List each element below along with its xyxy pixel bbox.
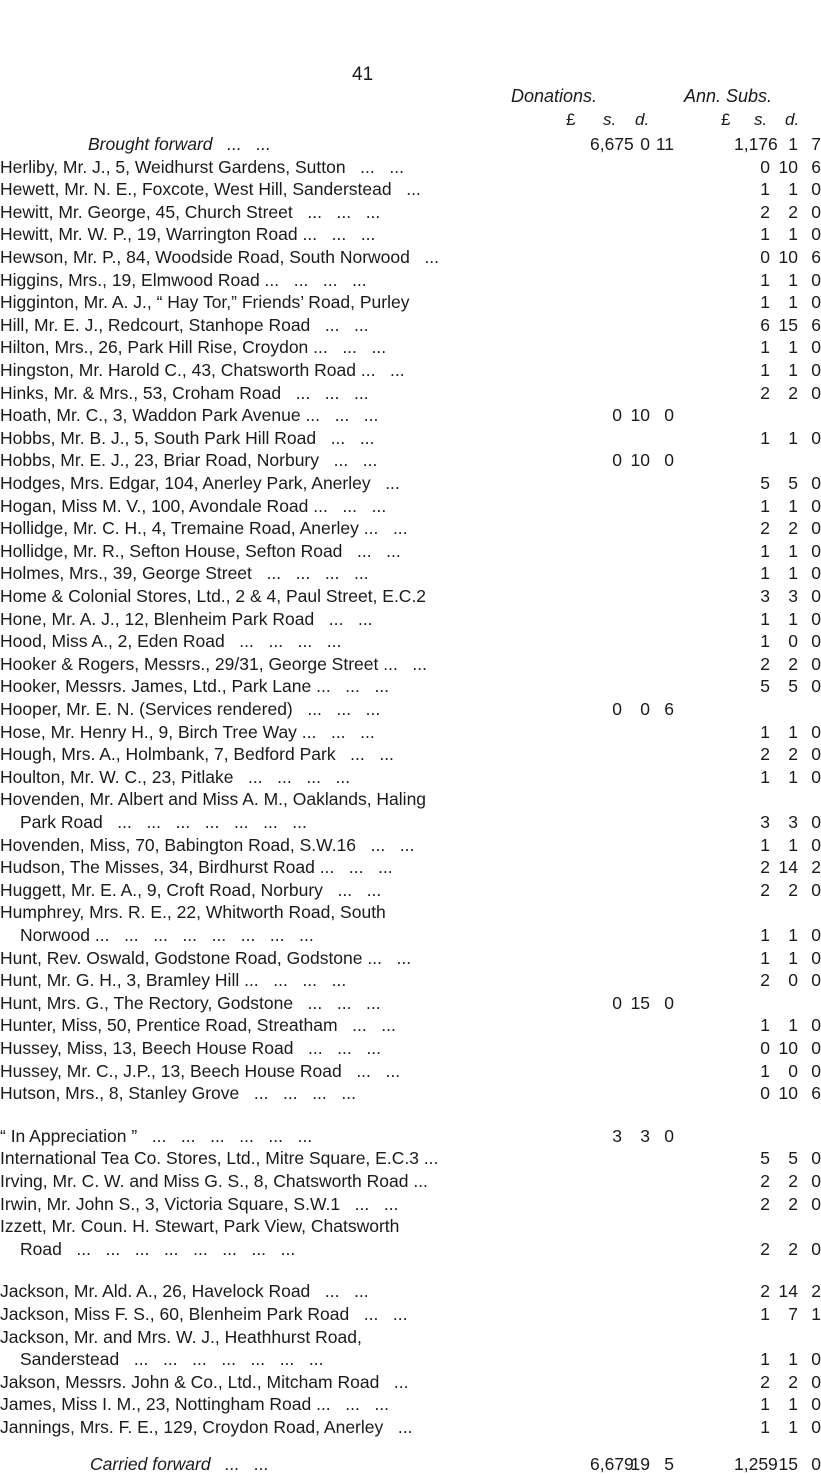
sub-shillings: 2	[788, 744, 798, 764]
sub-shillings: 5	[788, 676, 798, 696]
sub-pence: 0	[811, 676, 821, 696]
sub-pence: 6	[811, 247, 821, 267]
entry-name: Irwin, Mr. John S., 3, Victoria Square, S.W.1 ... ...	[0, 1194, 399, 1214]
sub-shillings: 5	[788, 473, 798, 493]
entry-name: Hunt, Rev. Oswald, Godstone Road, Godstone ... ...	[0, 948, 412, 968]
sub-pence: 0	[811, 767, 821, 787]
ledger-row	[0, 269, 821, 291]
sub-pence: 0	[811, 925, 821, 945]
entry-name: Hobbs, Mr. B. J., 5, South Park Hill Road ... ...	[0, 428, 375, 448]
entry-name: “ In Appreciation ” ... ... ... ... ... ...	[0, 1126, 313, 1146]
donation-shillings-header: s.	[603, 110, 617, 129]
donation-shillings: 19	[630, 1454, 650, 1474]
sub-shillings: 1	[788, 925, 798, 945]
sub-pounds: 3	[760, 812, 770, 832]
sub-pounds-header: £	[721, 110, 731, 129]
ledger-row	[0, 382, 821, 404]
entry-name: Hingston, Mr. Harold C., 43, Chatsworth Road ... ...	[0, 360, 405, 380]
ledger-row	[0, 427, 821, 449]
sub-pounds: 0	[760, 1038, 770, 1058]
ledger-row	[0, 314, 821, 336]
donation-pence: 11	[655, 134, 674, 154]
donations-header: Donations.	[511, 86, 598, 106]
sub-pounds: 1	[760, 609, 770, 629]
sub-shillings: 1	[788, 563, 798, 583]
entry-name: Hoath, Mr. C., 3, Waddon Park Avenue ... ... ...	[0, 405, 379, 425]
entry-name: Hood, Miss A., 2, Eden Road ... ... ... ...	[0, 631, 342, 651]
donation-pounds: 6,675	[590, 134, 634, 154]
carried-forward-line	[0, 1453, 821, 1475]
ledger-row	[0, 1170, 821, 1192]
sub-shillings: 2	[788, 654, 798, 674]
ledger-row	[0, 675, 821, 697]
sub-pounds: 1	[760, 948, 770, 968]
donation-shillings: 0	[640, 699, 650, 719]
sub-pence: 2	[811, 1281, 821, 1301]
sub-pounds: 1	[760, 835, 770, 855]
sub-pence: 2	[811, 857, 821, 877]
entry-name: Hewitt, Mr. W. P., 19, Warrington Road ... ... ...	[0, 224, 376, 244]
sub-shillings: 2	[788, 202, 798, 222]
sub-shillings: 1	[788, 1417, 798, 1437]
sub-pounds: 1	[760, 1304, 770, 1324]
subscriptions-header: Ann. Subs.	[684, 86, 773, 106]
sub-pence: 0	[811, 1171, 821, 1191]
sub-shillings: 1	[788, 767, 798, 787]
sub-shillings: 1	[788, 292, 798, 312]
sub-pounds: 5	[760, 1148, 770, 1168]
entry-name: Hill, Mr. E. J., Redcourt, Stanhope Road ... ...	[0, 315, 369, 335]
sub-pence: 0	[811, 1194, 821, 1214]
donation-shillings: 0	[640, 134, 650, 154]
ledger-row	[0, 1037, 821, 1059]
sub-shillings: 2	[788, 1171, 798, 1191]
donation-pence: 0	[664, 450, 674, 470]
sub-pounds: 2	[760, 383, 770, 403]
sub-pounds: 1	[760, 1061, 770, 1081]
donation-pence: 5	[664, 1454, 674, 1474]
sub-shillings: 0	[788, 631, 798, 651]
sub-pence: 0	[811, 880, 821, 900]
ledger-row	[0, 766, 821, 788]
sub-shillings: 1	[788, 541, 798, 561]
entry-name: Road ... ... ... ... ... ... ... ...	[20, 1239, 296, 1259]
entry-name: Hovenden, Miss, 70, Babington Road, S.W.16 ... ...	[0, 835, 415, 855]
sub-pounds: 2	[760, 1239, 770, 1259]
ledger-row	[0, 653, 821, 675]
entry-name: Jannings, Mrs. F. E., 129, Croydon Road, Anerley ...	[0, 1417, 413, 1437]
sub-pounds: 1	[760, 541, 770, 561]
entry-name: Humphrey, Mrs. R. E., 22, Whitworth Road, South	[0, 902, 386, 922]
sub-shillings: 1	[788, 224, 798, 244]
entry-name: Herliby, Mr. J., 5, Weidhurst Gardens, Sutton ... ...	[0, 157, 404, 177]
sub-shillings: 2	[788, 880, 798, 900]
sub-pounds: 1	[760, 563, 770, 583]
sub-pence: 0	[811, 1038, 821, 1058]
entry-name: Hunt, Mrs. G., The Rectory, Godstone ... ... ...	[0, 993, 381, 1013]
sub-pounds: 1	[760, 1349, 770, 1369]
sub-shillings: 10	[778, 1038, 798, 1058]
entry-name: Hollidge, Mr. C. H., 4, Tremaine Road, Anerley ... ...	[0, 518, 408, 538]
sub-pounds: 1	[760, 1015, 770, 1035]
ledger-row	[0, 472, 821, 494]
sub-pence: 0	[811, 202, 821, 222]
sub-pounds: 1,259	[734, 1454, 778, 1474]
sub-shillings: 5	[788, 1148, 798, 1168]
ledger-row	[0, 992, 801, 1014]
sub-shillings-header: s.	[754, 110, 768, 129]
entry-name: Higginton, Mr. A. J., “ Hay Tor,” Friends’ Road, Purley	[0, 292, 410, 312]
sub-shillings: 1	[788, 835, 798, 855]
entry-name: Hilton, Mrs., 26, Park Hill Rise, Croydon ... ... ...	[0, 337, 387, 357]
entry-name: Carried forward ... ...	[90, 1454, 269, 1474]
sub-shillings: 10	[778, 247, 798, 267]
sub-pence: 0	[811, 1148, 821, 1168]
entry-name: Hussey, Mr. C., J.P., 13, Beech House Road ... ...	[0, 1061, 401, 1081]
sub-pounds: 0	[760, 247, 770, 267]
sub-shillings: 1	[788, 1349, 798, 1369]
sub-pence: 0	[811, 337, 821, 357]
sub-pence: 0	[811, 744, 821, 764]
sub-pounds: 0	[760, 157, 770, 177]
ledger-row	[0, 562, 821, 584]
donation-pence: 6	[664, 699, 674, 719]
sub-shillings: 1	[788, 496, 798, 516]
sub-shillings: 10	[778, 157, 798, 177]
sub-pounds: 2	[760, 1281, 770, 1301]
sub-pounds: 2	[760, 1194, 770, 1214]
sub-shillings: 1	[788, 428, 798, 448]
entry-name: Hewett, Mr. N. E., Foxcote, West Hill, Sanderstead ...	[0, 179, 421, 199]
ledger-row	[0, 1193, 821, 1215]
sub-pounds: 5	[760, 676, 770, 696]
sub-pounds: 2	[760, 880, 770, 900]
entry-name: Sanderstead ... ... ... ... ... ... ...	[20, 1349, 324, 1369]
sub-shillings: 2	[788, 1239, 798, 1259]
donation-shillings: 10	[630, 450, 650, 470]
sub-shillings: 1	[788, 134, 798, 154]
ledger-row	[0, 721, 821, 743]
ledger-row	[0, 743, 821, 765]
ledger-row	[0, 201, 821, 223]
sub-pounds: 1	[760, 337, 770, 357]
donation-shillings: 3	[640, 1126, 650, 1146]
sub-pounds: 1	[760, 722, 770, 742]
sub-shillings: 1	[788, 270, 798, 290]
sub-pence: 0	[811, 563, 821, 583]
sub-shillings: 7	[788, 1304, 798, 1324]
entry-name: International Tea Co. Stores, Ltd., Mitre Square, E.C.3 ...	[0, 1148, 439, 1168]
sub-shillings: 15	[778, 315, 798, 335]
ledger-row	[0, 788, 801, 810]
ledger-row	[0, 901, 801, 923]
entry-name: Home & Colonial Stores, Ltd., 2 & 4, Paul Street, E.C.2	[0, 586, 427, 606]
sub-pounds: 1	[760, 428, 770, 448]
entry-name: Hogan, Miss M. V., 100, Avondale Road ... ... ...	[0, 496, 387, 516]
sub-shillings: 3	[788, 812, 798, 832]
entry-name: Hollidge, Mr. R., Sefton House, Sefton Road ... ...	[0, 541, 401, 561]
sub-pence: 0	[811, 1015, 821, 1035]
sub-pence: 0	[811, 948, 821, 968]
sub-pence: 0	[811, 970, 821, 990]
sub-pence: 0	[811, 428, 821, 448]
sub-pounds: 1,176	[734, 134, 778, 154]
sub-pounds: 1	[760, 1417, 770, 1437]
sub-shillings: 2	[788, 1194, 798, 1214]
sub-shillings: 1	[788, 1394, 798, 1414]
entry-name: Hunter, Miss, 50, Prentice Road, Streatham ... ...	[0, 1015, 396, 1035]
sub-shillings: 1	[788, 609, 798, 629]
sub-pence: 0	[811, 631, 821, 651]
ledger-row	[0, 1014, 821, 1036]
ledger-row	[0, 133, 821, 155]
donation-pounds-header: £	[566, 110, 576, 129]
sub-pence: 0	[811, 1394, 821, 1414]
sub-shillings: 1	[788, 179, 798, 199]
donation-shillings: 15	[630, 993, 650, 1013]
sub-pence: 0	[811, 518, 821, 538]
entry-name: Hovenden, Mr. Albert and Miss A. M., Oaklands, Haling	[0, 789, 427, 809]
donation-pounds: 6,679	[590, 1454, 634, 1474]
sub-shillings: 10	[778, 1083, 798, 1103]
sub-pence: 0	[811, 835, 821, 855]
ledger-row	[0, 1303, 821, 1325]
entry-name: Hobbs, Mr. E. J., 23, Briar Road, Norbury ... ...	[0, 450, 378, 470]
entry-name: Huggett, Mr. E. A., 9, Croft Road, Norbury ... ...	[0, 880, 382, 900]
sub-pounds: 1	[760, 767, 770, 787]
entry-name: Hewitt, Mr. George, 45, Church Street ... ... ...	[0, 202, 381, 222]
sub-pence: 0	[811, 541, 821, 561]
ledger-row	[0, 698, 801, 720]
entry-name: Jackson, Mr. and Mrs. W. J., Heathhurst Road,	[0, 1327, 362, 1347]
ledger-row	[0, 336, 821, 358]
sub-shillings: 2	[788, 518, 798, 538]
ledger-row	[0, 156, 821, 178]
sub-pence: 0	[811, 609, 821, 629]
sub-shillings: 1	[788, 360, 798, 380]
sub-pence: 0	[811, 383, 821, 403]
sub-pounds: 2	[760, 970, 770, 990]
sub-pence: 0	[811, 1372, 821, 1392]
entry-name: Hudson, The Misses, 34, Birdhurst Road ... ... ...	[0, 857, 393, 877]
ledger-row	[0, 1371, 821, 1393]
entry-name: Park Road ... ... ... ... ... ... ...	[20, 812, 307, 832]
sub-shillings: 1	[788, 722, 798, 742]
entry-name: Hooper, Mr. E. N. (Services rendered) ... ... ...	[0, 699, 381, 719]
sub-pounds: 1	[760, 360, 770, 380]
ledger-row	[0, 879, 821, 901]
sub-pounds: 2	[760, 518, 770, 538]
entry-name: James, Miss I. M., 23, Nottingham Road ... ... ...	[0, 1394, 390, 1414]
sub-shillings: 3	[788, 586, 798, 606]
donation-pounds: 0	[612, 993, 622, 1013]
entry-name: Hooker & Rogers, Messrs., 29/31, George Street ... ...	[0, 654, 427, 674]
ledger-row	[0, 1147, 821, 1169]
sub-pounds: 2	[760, 1372, 770, 1392]
ledger-row	[0, 630, 821, 652]
entry-name: Jakson, Messrs. John & Co., Ltd., Mitcham Road ...	[0, 1372, 409, 1392]
ledger-row	[0, 404, 801, 426]
ledger-row	[0, 540, 821, 562]
ledger-row	[0, 1393, 821, 1415]
ledger-row	[0, 1082, 821, 1104]
sub-pounds: 2	[760, 744, 770, 764]
sub-pence: 0	[811, 360, 821, 380]
sub-pounds: 2	[760, 1171, 770, 1191]
ledger-row	[0, 856, 821, 878]
ledger-row	[0, 495, 821, 517]
ledger-row	[0, 947, 821, 969]
entry-name: Jackson, Miss F. S., 60, Blenheim Park Road ... ...	[0, 1304, 408, 1324]
entry-name: Hose, Mr. Henry H., 9, Birch Tree Way ... ... ...	[0, 722, 375, 742]
sub-pounds: 5	[760, 473, 770, 493]
sub-pence: 0	[811, 1349, 821, 1369]
sub-pence: 7	[811, 134, 821, 154]
entry-name: Hone, Mr. A. J., 12, Blenheim Park Road ... ...	[0, 609, 373, 629]
ledger-row	[0, 924, 821, 946]
donation-pence-header: d.	[635, 110, 650, 129]
sub-pounds: 1	[760, 292, 770, 312]
sub-pence: 0	[811, 812, 821, 832]
sub-pence: 0	[811, 292, 821, 312]
ledger-row	[0, 811, 821, 833]
entry-name: Hough, Mrs. A., Holmbank, 7, Bedford Park ... ...	[0, 744, 394, 764]
donation-pence: 0	[664, 1126, 674, 1146]
ledger-row	[0, 178, 821, 200]
sub-pounds: 1	[760, 179, 770, 199]
ledger-row	[0, 608, 821, 630]
ledger-row	[0, 1326, 801, 1348]
sub-pence: 1	[811, 1304, 821, 1324]
sub-pounds: 1	[760, 1394, 770, 1414]
sub-pence: 0	[811, 1417, 821, 1437]
sub-pence-header: d.	[785, 110, 800, 129]
sub-pounds: 3	[760, 586, 770, 606]
page-number: 41	[352, 64, 374, 85]
donation-pounds: 0	[612, 405, 622, 425]
sub-shillings: 14	[778, 1281, 798, 1301]
entry-name: Jackson, Mr. Ald. A., 26, Havelock Road ... ...	[0, 1281, 369, 1301]
entry-name: Hutson, Mrs., 8, Stanley Grove ... ... ... ...	[0, 1083, 356, 1103]
sub-pence: 0	[811, 586, 821, 606]
sub-pounds: 2	[760, 857, 770, 877]
ledger-row	[0, 1280, 821, 1302]
sub-pence: 0	[811, 179, 821, 199]
entry-name: Irving, Mr. C. W. and Miss G. S., 8, Chatsworth Road ...	[0, 1171, 428, 1191]
sub-shillings: 14	[778, 857, 798, 877]
ledger-row	[0, 585, 821, 607]
sub-pounds: 1	[760, 224, 770, 244]
sub-pence: 0	[811, 473, 821, 493]
sub-pence: 0	[811, 1454, 821, 1474]
ledger-row	[0, 969, 821, 991]
sub-shillings: 0	[788, 1061, 798, 1081]
ledger-row	[0, 291, 821, 313]
ledger-row	[0, 834, 821, 856]
entry-name: Hodges, Mrs. Edgar, 104, Anerley Park, Anerley ...	[0, 473, 400, 493]
sub-pounds: 1	[760, 925, 770, 945]
sub-pence: 0	[811, 270, 821, 290]
ledger-row	[0, 1416, 821, 1438]
sub-pounds: 1	[760, 270, 770, 290]
ledger-row	[0, 1215, 801, 1237]
ledger-row	[0, 1060, 821, 1082]
sub-pence: 6	[811, 315, 821, 335]
donation-pence: 0	[664, 993, 674, 1013]
sub-shillings: 15	[778, 1454, 798, 1474]
ledger-row	[0, 1125, 801, 1147]
donation-pence: 0	[664, 405, 674, 425]
ledger-row	[0, 223, 821, 245]
sub-shillings: 2	[788, 383, 798, 403]
ledger-row	[0, 246, 821, 268]
sub-shillings: 0	[788, 970, 798, 990]
sub-pounds: 2	[760, 654, 770, 674]
sub-pounds: 6	[760, 315, 770, 335]
sub-pence: 0	[811, 224, 821, 244]
donation-pounds: 3	[612, 1126, 622, 1146]
sub-pence: 6	[811, 1083, 821, 1103]
sub-pence: 0	[811, 722, 821, 742]
entry-name: Houlton, Mr. W. C., 23, Pitlake ... ... ... ...	[0, 767, 351, 787]
entry-name: Izzett, Mr. Coun. H. Stewart, Park View, Chatsworth	[0, 1216, 400, 1236]
entry-name: Higgins, Mrs., 19, Elmwood Road ... ... ... ...	[0, 270, 367, 290]
entry-name: Hussey, Miss, 13, Beech House Road ... ... ...	[0, 1038, 381, 1058]
sub-pounds: 2	[760, 202, 770, 222]
entry-name: Hooker, Messrs. James, Ltd., Park Lane ... ... ...	[0, 676, 390, 696]
entry-name: Hunt, Mr. G. H., 3, Bramley Hill ... ... ... ...	[0, 970, 347, 990]
ledger-row	[0, 1238, 821, 1260]
sub-shillings: 1	[788, 948, 798, 968]
sub-pence: 0	[811, 496, 821, 516]
donation-pounds: 0	[612, 699, 622, 719]
sub-pence: 0	[811, 654, 821, 674]
sub-pounds: 1	[760, 496, 770, 516]
ledger-row	[0, 1348, 821, 1370]
ledger-row	[0, 359, 821, 381]
sub-shillings: 2	[788, 1372, 798, 1392]
entry-name: Brought forward ... ...	[88, 134, 271, 154]
entry-name: Hewson, Mr. P., 84, Woodside Road, South Norwood ...	[0, 247, 440, 267]
entry-name: Hinks, Mr. & Mrs., 53, Croham Road ... ... ...	[0, 383, 369, 403]
sub-pence: 0	[811, 1239, 821, 1259]
ledger-row	[0, 517, 821, 539]
sub-pounds: 1	[760, 631, 770, 651]
entry-name: Holmes, Mrs., 39, George Street ... ... ... ...	[0, 563, 369, 583]
ledger-row	[0, 449, 801, 471]
donation-shillings: 10	[630, 405, 650, 425]
sub-shillings: 1	[788, 337, 798, 357]
sub-pounds: 0	[760, 1083, 770, 1103]
sub-shillings: 1	[788, 1015, 798, 1035]
sub-pence: 0	[811, 1061, 821, 1081]
entry-name: Norwood ... ... ... ... ... ... ... ...	[20, 925, 314, 945]
donation-pounds: 0	[612, 450, 622, 470]
sub-pence: 6	[811, 157, 821, 177]
